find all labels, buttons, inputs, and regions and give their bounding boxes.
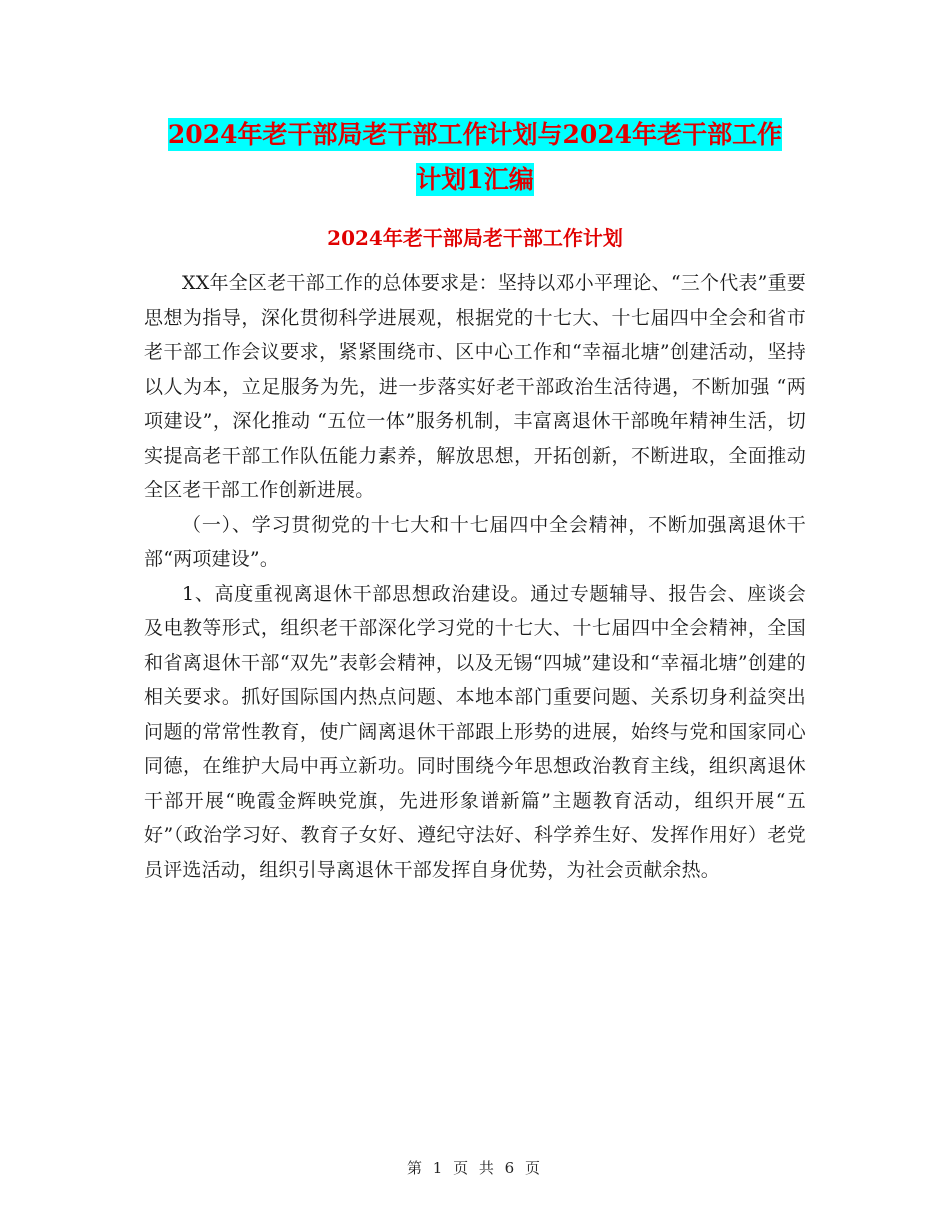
document-title-line-1: 2024年老干部局老干部工作计划与2024年老干部工作 bbox=[167, 120, 783, 149]
document-body bbox=[144, 266, 806, 887]
paragraph-intro: XX年全区老干部工作的总体要求是：坚持以邓小平理论、“三个代表”重要思想为指导，深化贯彻科学进展观，根据党的十七大、十七届四中全会和省市老干部工作会议要求，紧紧围绕市、区中心工作和“幸福北塘”创建活动，坚持以人为本，立足服务为先，进一步落实好老干部政治生活待遇，不断加强 “两项建设”，深化推动 “五位一体”服务机制，丰富离退休干部晚年精神生活，切实提高老干部工作队伍能力素养，解放思想，开拓创新，不断进取，全面推动全区老干部工作创新进展。 bbox=[144, 272, 806, 501]
section-heading: 2024年老干部局老干部工作计划 bbox=[327, 226, 623, 250]
page-number-footer: 第 1 页 共 6 页 bbox=[407, 1159, 543, 1177]
paragraph-item-one: 1、高度重视离退休干部思想政治建设。通过专题辅导、报告会、座谈会及电教等形式，组织老干部深化学习党的十七大、十七届四中全会精神，全国和省离退休干部“双先”表彰会精神，以及无锡“四城”建设和“幸福北塘”创建的相关要求。抓好国际国内热点问题、本地本部门重要问题、关系切身利益突出问题的常常性教育，使广阔离退休干部跟上形势的进展，始终与党和国家同心同德，在维护大局中再立新功。同时围绕今年思想政治教育主线，组织离退休干部开展“晚霞金辉映党旗，先进形象谱新篇”主题教育活动，组织开展“五好”（政治学习好、教育子女好、遵纪守法好、科学养生好、发挥作用好）老党员评选活动，组织引导离退休干部发挥自身优势，为社会贡献余热。 bbox=[144, 582, 806, 881]
paragraph-section-one: （一）、学习贯彻党的十七大和十七届四中全会精神，不断加强离退休干部“两项建设”。 bbox=[144, 513, 806, 570]
document-title-line-2: 计划1汇编 bbox=[416, 165, 534, 194]
document-title bbox=[130, 112, 820, 202]
